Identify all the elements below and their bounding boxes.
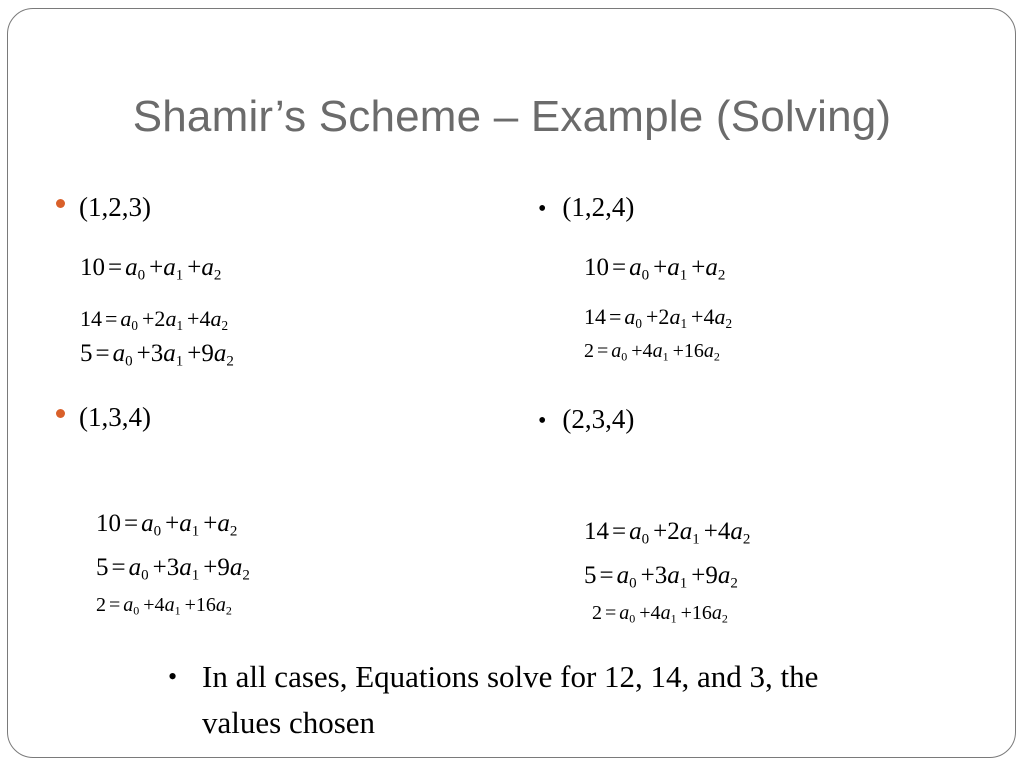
term-variable: a <box>179 510 192 537</box>
term-subscript: 1 <box>670 611 677 626</box>
term-subscript: 2 <box>229 523 238 540</box>
equation-lhs: 14 <box>584 518 609 545</box>
equation <box>584 340 720 365</box>
equation-lhs: 14 <box>80 306 102 331</box>
equation <box>80 306 228 334</box>
term-coefficient: +2 <box>646 304 670 329</box>
bullet-dot-icon <box>56 409 65 418</box>
term-variable: a <box>660 602 671 624</box>
term-variable: a <box>210 306 222 331</box>
conclusion-text: In all cases, Equations solve for 12, 14, and 3, the values chosen <box>202 659 819 740</box>
term-subscript: 1 <box>191 567 200 584</box>
term-coefficient: + <box>203 510 218 537</box>
case-3-label: (1,3,4) <box>79 402 151 432</box>
equation-lhs: 10 <box>80 254 105 281</box>
equals-sign: = <box>95 340 110 367</box>
term-subscript: 0 <box>131 317 139 333</box>
bullet-dot-icon: • <box>168 662 178 691</box>
equals-sign: = <box>111 554 126 581</box>
term-subscript: 2 <box>725 315 733 331</box>
term-variable: a <box>163 254 176 281</box>
equation <box>592 602 728 627</box>
term-variable: a <box>217 510 230 537</box>
term-variable: a <box>667 562 680 589</box>
term-subscript: 0 <box>137 267 146 284</box>
term-subscript: 1 <box>175 267 184 284</box>
term-variable: a <box>611 340 622 362</box>
equals-sign: = <box>612 254 627 281</box>
case-2-label: (1,2,4) <box>562 192 635 222</box>
term-coefficient: +2 <box>653 518 680 545</box>
term-variable: a <box>714 304 726 329</box>
term-coefficient: + <box>165 510 180 537</box>
term-subscript: 0 <box>641 531 650 548</box>
equation-lhs: 14 <box>584 304 606 329</box>
term-variable: a <box>705 254 718 281</box>
term-subscript: 2 <box>730 575 738 592</box>
equation <box>80 340 234 371</box>
term-subscript: 2 <box>221 317 229 333</box>
term-variable: a <box>179 554 192 581</box>
equation-lhs: 10 <box>584 254 609 281</box>
term-variable: a <box>619 602 630 624</box>
term-variable: a <box>213 340 227 367</box>
term-coefficient: +3 <box>152 554 180 581</box>
term-subscript: 2 <box>742 531 751 548</box>
term-subscript: 2 <box>242 567 250 584</box>
term-variable: a <box>652 340 663 362</box>
term-coefficient: +9 <box>203 554 230 581</box>
equation <box>584 254 725 285</box>
term-coefficient: +16 <box>680 602 712 624</box>
equals-sign: = <box>109 594 121 616</box>
case-3-bullet <box>56 402 151 433</box>
term-subscript: 1 <box>679 575 688 592</box>
term-coefficient: + <box>653 254 668 281</box>
equation <box>584 304 732 332</box>
term-variable: a <box>669 304 681 329</box>
term-variable: a <box>703 340 714 362</box>
term-variable: a <box>164 594 175 616</box>
term-coefficient: +9 <box>691 562 718 589</box>
equation <box>96 510 237 541</box>
term-subscript: 0 <box>635 315 643 331</box>
term-coefficient: +4 <box>187 306 211 331</box>
case-1-label: (1,2,3) <box>79 192 151 222</box>
term-subscript: 0 <box>629 611 636 626</box>
term-variable: a <box>123 594 134 616</box>
term-variable: a <box>667 254 680 281</box>
term-variable: a <box>629 518 642 545</box>
term-coefficient: +4 <box>703 518 731 545</box>
term-subscript: 2 <box>226 353 234 370</box>
equals-sign: = <box>124 510 139 537</box>
equals-sign: = <box>599 562 614 589</box>
term-variable: a <box>679 518 693 545</box>
term-variable: a <box>141 510 154 537</box>
term-coefficient: +3 <box>640 562 668 589</box>
term-coefficient: +4 <box>639 602 661 624</box>
term-subscript: 2 <box>213 267 222 284</box>
case-4-label: (2,3,4) <box>562 404 635 434</box>
term-coefficient: +4 <box>691 304 715 329</box>
term-subscript: 1 <box>174 603 181 618</box>
equation <box>584 518 750 549</box>
equals-sign: = <box>605 602 617 624</box>
term-subscript: 1 <box>175 353 184 370</box>
equals-sign: = <box>612 518 627 545</box>
term-coefficient: +4 <box>143 594 165 616</box>
term-subscript: 1 <box>176 317 184 333</box>
term-variable: a <box>120 306 132 331</box>
term-subscript: 2 <box>717 267 726 284</box>
term-variable: a <box>215 594 226 616</box>
term-subscript: 2 <box>721 611 728 626</box>
term-coefficient: +3 <box>136 340 164 367</box>
equals-sign: = <box>105 306 118 331</box>
term-subscript: 0 <box>125 353 133 370</box>
equals-sign: = <box>108 254 123 281</box>
term-subscript: 0 <box>629 575 637 592</box>
term-coefficient: + <box>149 254 164 281</box>
case-2-bullet <box>538 192 634 223</box>
term-coefficient: + <box>691 254 706 281</box>
term-variable: a <box>717 562 731 589</box>
term-subscript: 0 <box>641 267 650 284</box>
equation-lhs: 5 <box>584 562 597 589</box>
term-coefficient: +9 <box>187 340 214 367</box>
term-coefficient: +2 <box>142 306 166 331</box>
term-variable: a <box>128 554 142 581</box>
equation-lhs: 5 <box>96 554 109 581</box>
bullet-dot-icon <box>56 199 65 208</box>
term-subscript: 1 <box>662 349 669 364</box>
term-subscript: 0 <box>621 349 628 364</box>
term-variable: a <box>229 554 243 581</box>
term-coefficient: +4 <box>631 340 653 362</box>
term-variable: a <box>616 562 630 589</box>
term-variable: a <box>165 306 177 331</box>
term-variable: a <box>112 340 126 367</box>
term-subscript: 0 <box>153 523 162 540</box>
term-subscript: 1 <box>679 267 688 284</box>
term-coefficient: + <box>187 254 202 281</box>
term-variable: a <box>163 340 176 367</box>
term-subscript: 1 <box>692 531 700 548</box>
equation-lhs: 10 <box>96 510 121 537</box>
case-4-bullet <box>538 404 634 435</box>
equation-lhs: 2 <box>96 594 106 616</box>
term-variable: a <box>624 304 636 329</box>
equation <box>96 554 250 585</box>
equation-lhs: 5 <box>80 340 93 367</box>
slide-title: Shamir’s Scheme – Example (Solving) <box>132 92 892 141</box>
term-variable: a <box>711 602 722 624</box>
case-1-bullet <box>56 192 151 223</box>
term-variable: a <box>125 254 138 281</box>
term-subscript: 2 <box>225 603 232 618</box>
term-variable: a <box>629 254 642 281</box>
term-coefficient: +16 <box>184 594 216 616</box>
term-variable: a <box>201 254 214 281</box>
equation-lhs: 2 <box>584 340 594 362</box>
term-subscript: 1 <box>680 315 688 331</box>
bullet-dot-icon: • <box>538 196 547 222</box>
term-subscript: 0 <box>141 567 149 584</box>
term-subscript: 2 <box>713 349 720 364</box>
equation <box>96 594 232 619</box>
equation-lhs: 2 <box>592 602 602 624</box>
equation <box>80 254 221 285</box>
term-coefficient: +16 <box>672 340 704 362</box>
term-variable: a <box>730 518 743 545</box>
equals-sign: = <box>597 340 609 362</box>
equation <box>584 562 738 593</box>
equals-sign: = <box>609 304 622 329</box>
term-subscript: 0 <box>133 603 140 618</box>
term-subscript: 1 <box>191 523 200 540</box>
bullet-dot-icon: • <box>538 408 547 434</box>
